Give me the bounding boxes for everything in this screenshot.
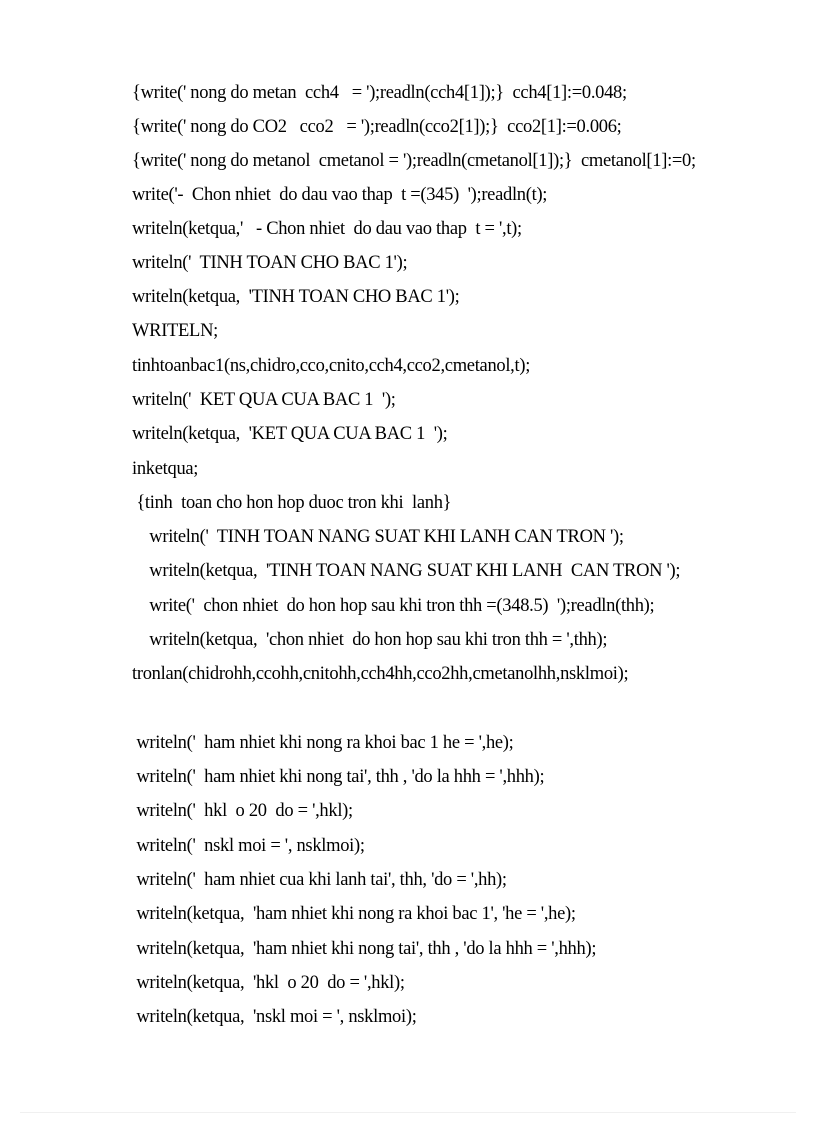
code-line: writeln(ketqua, 'hkl o 20 do = ',hkl); bbox=[132, 973, 405, 993]
code-line: writeln(ketqua, 'chon nhiet do hon hop sau khi tron thh = ',thh); bbox=[132, 630, 608, 650]
code-line: tronlan(chidrohh,ccohh,cnitohh,cch4hh,cco2hh,cmetanolhh,nsklmoi); bbox=[132, 664, 629, 684]
code-line: write('- Chon nhiet do dau vao thap t =(345) ');readln(t); bbox=[132, 185, 548, 205]
code-line: writeln(' ham nhiet khi nong ra khoi bac 1 he = ',he); bbox=[132, 733, 514, 753]
code-line: writeln(' TINH TOAN CHO BAC 1'); bbox=[132, 253, 408, 273]
code-line: {write(' nong do metanol cmetanol = ');readln(cmetanol[1]);} cmetanol[1]:=0; bbox=[132, 151, 696, 171]
code-line: writeln(ketqua, 'TINH TOAN CHO BAC 1'); bbox=[132, 287, 460, 307]
code-line: writeln(' KET QUA CUA BAC 1 '); bbox=[132, 390, 396, 410]
code-line: writeln(' ham nhiet cua khi lanh tai', thh, 'do = ',hh); bbox=[132, 870, 507, 890]
code-line: writeln(' ham nhiet khi nong tai', thh , 'do la hhh = ',hhh); bbox=[132, 767, 545, 787]
code-line: inketqua; bbox=[132, 459, 199, 479]
code-line: {write(' nong do metan cch4 = ');readln(cch4[1]);} cch4[1]:=0.048; bbox=[132, 83, 627, 103]
code-line: writeln(ketqua, 'TINH TOAN NANG SUAT KHI LANH CAN TRON '); bbox=[132, 561, 681, 581]
code-line: writeln(' hkl o 20 do = ',hkl); bbox=[132, 801, 353, 821]
code-line: {write(' nong do CO2 cco2 = ');readln(cco2[1]);} cco2[1]:=0.006; bbox=[132, 117, 622, 137]
code-line: writeln(ketqua, 'nskl moi = ', nsklmoi); bbox=[132, 1007, 417, 1027]
code-line: {tinh toan cho hon hop duoc tron khi lanh} bbox=[132, 493, 452, 513]
code-line: WRITELN; bbox=[132, 321, 218, 341]
code-line: writeln(ketqua,' - Chon nhiet do dau vao thap t = ',t); bbox=[132, 219, 522, 239]
code-line: writeln(' nskl moi = ', nsklmoi); bbox=[132, 836, 365, 856]
page-bottom-edge bbox=[20, 1112, 796, 1113]
code-line: tinhtoanbac1(ns,chidro,cco,cnito,cch4,cco2,cmetanol,t); bbox=[132, 356, 531, 376]
code-line: writeln(ketqua, 'ham nhiet khi nong ra khoi bac 1', 'he = ',he); bbox=[132, 904, 576, 924]
code-line: writeln(ketqua, 'ham nhiet khi nong tai', thh , 'do la hhh = ',hhh); bbox=[132, 939, 597, 959]
code-line: writeln(ketqua, 'KET QUA CUA BAC 1 '); bbox=[132, 424, 448, 444]
code-line: write(' chon nhiet do hon hop sau khi tron thh =(348.5) ');readln(thh); bbox=[132, 596, 655, 616]
code-line: writeln(' TINH TOAN NANG SUAT KHI LANH CAN TRON '); bbox=[132, 527, 624, 547]
